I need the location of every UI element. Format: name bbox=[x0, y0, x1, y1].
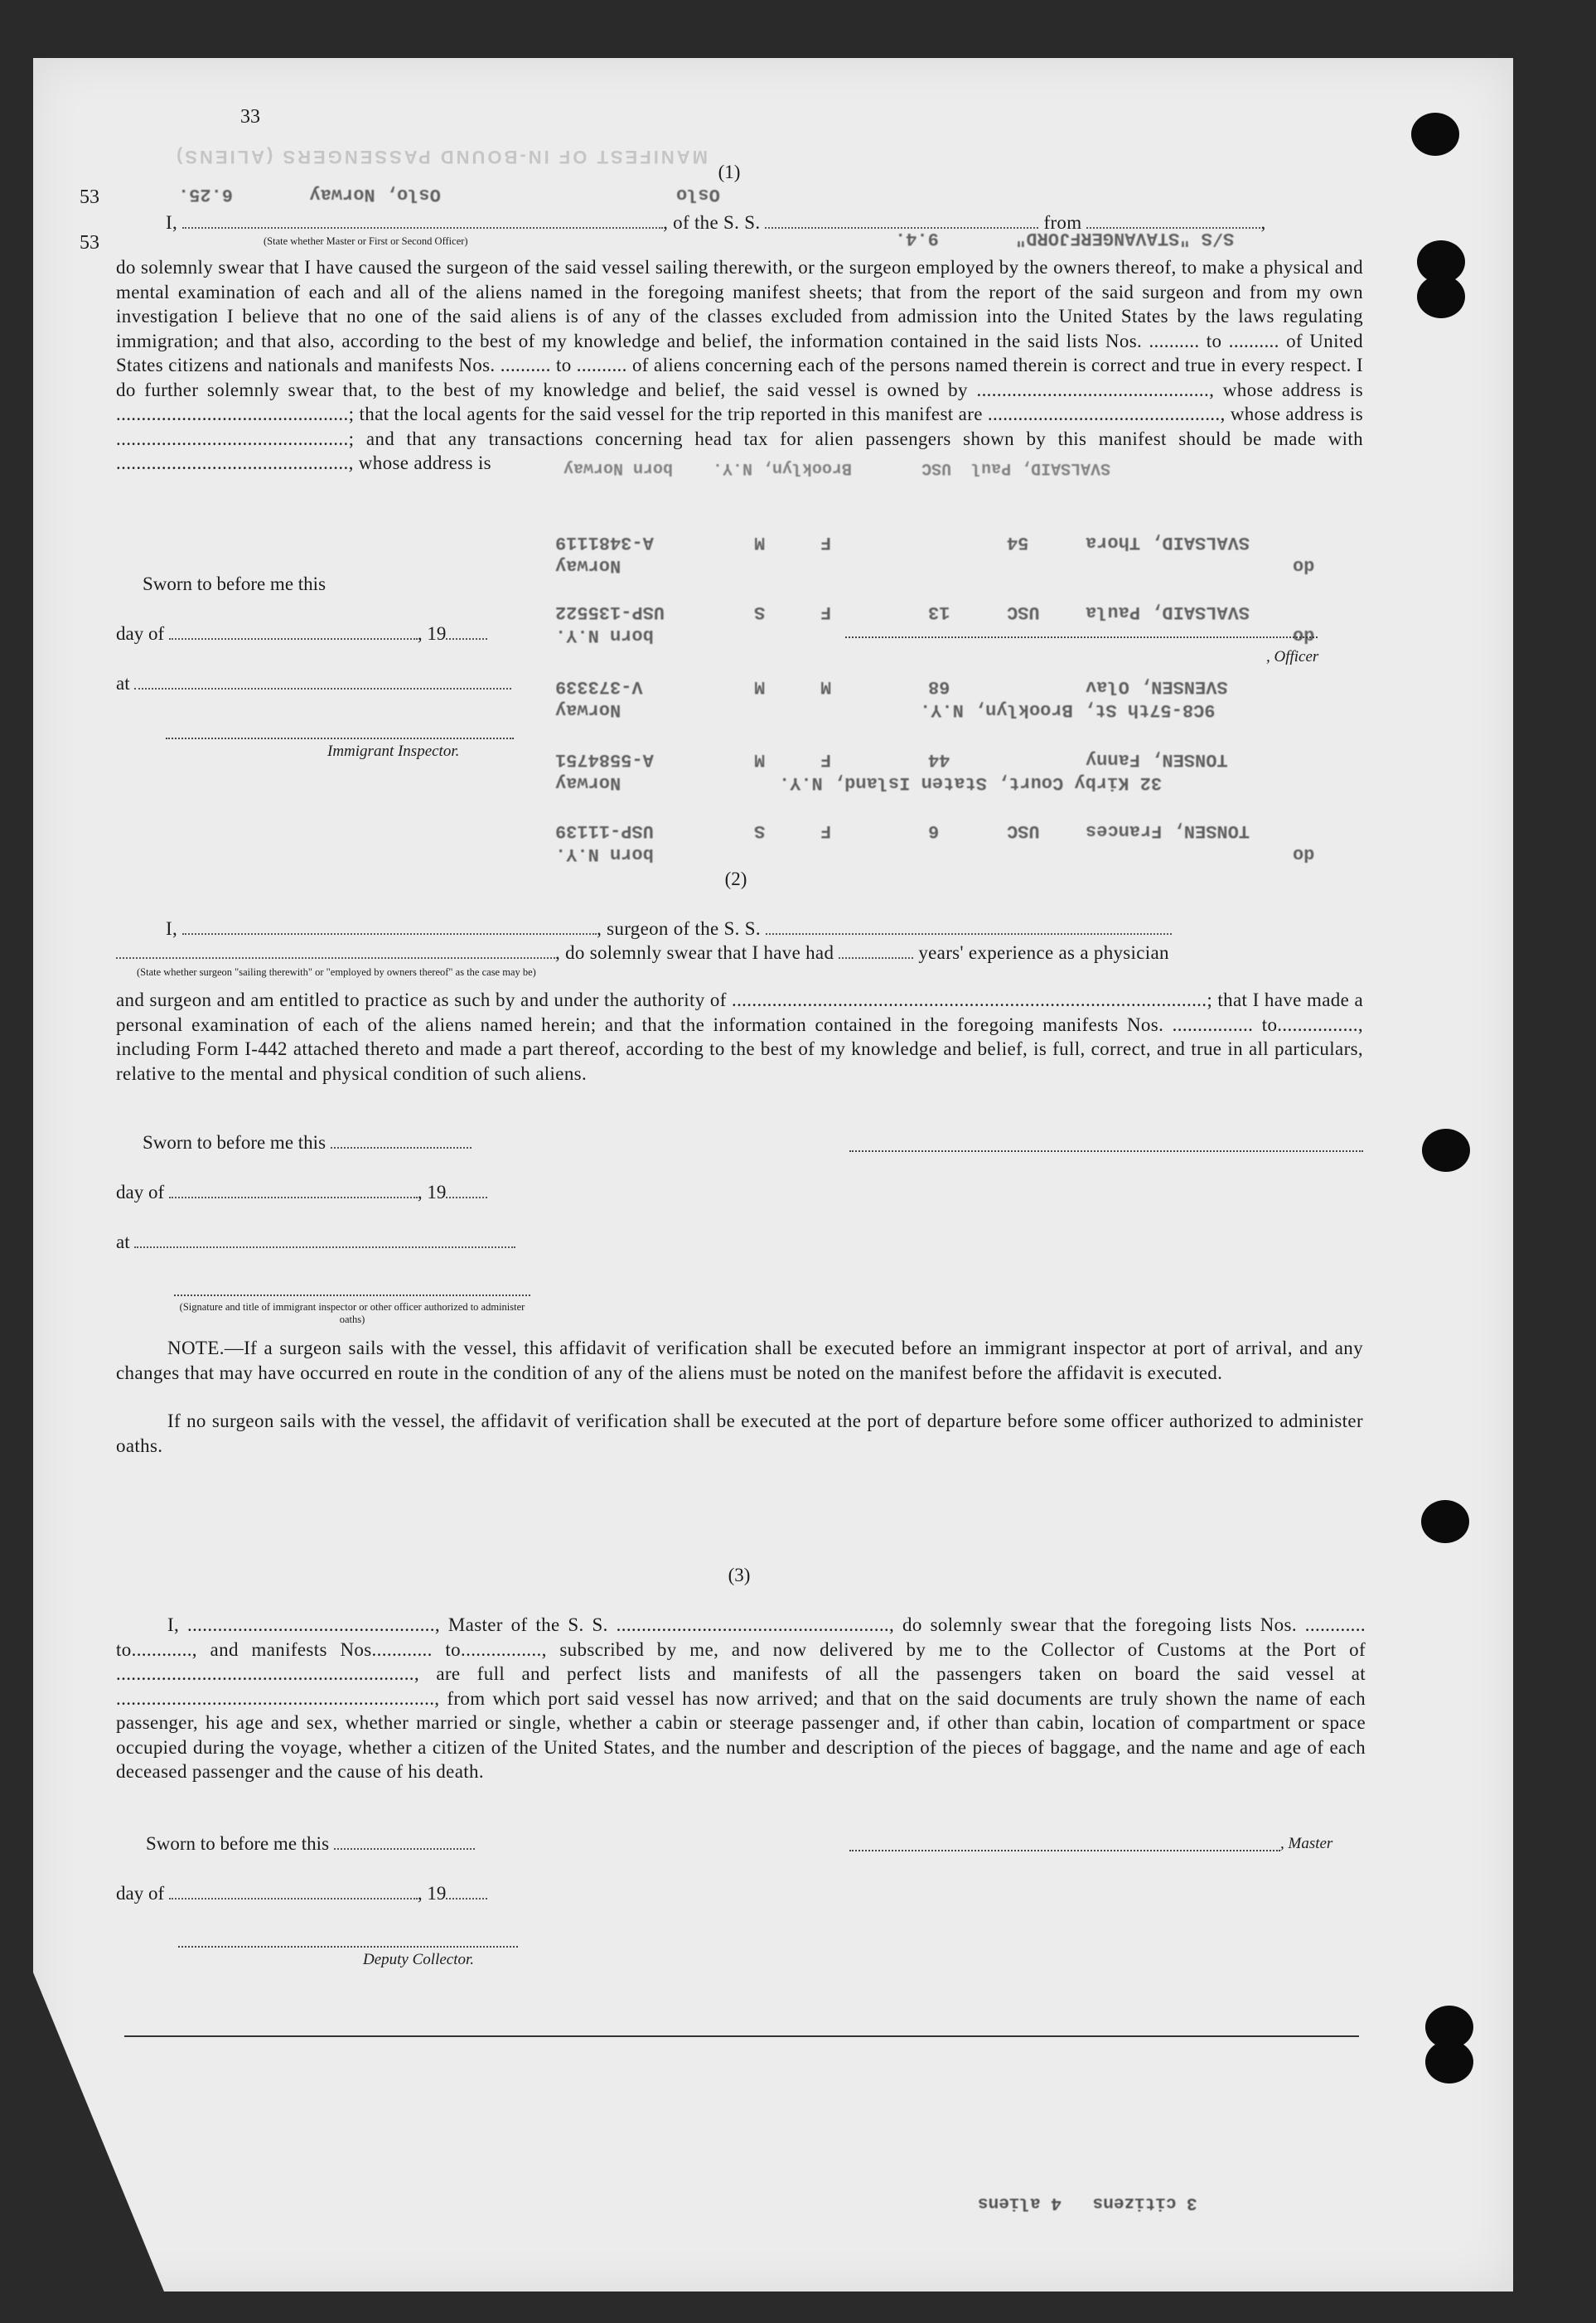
bleed-header-ship: S/S "STAVANGERFJORD" 9.4. bbox=[895, 228, 1235, 249]
section-1-day-row bbox=[116, 623, 487, 645]
bleed-row: do TONSEN, Frances USC 6 F S USP-11139 born N.Y. bbox=[555, 820, 1315, 864]
section-3-collector-line[interactable] bbox=[178, 1946, 518, 1948]
section-3-collector-label: Deputy Collector. bbox=[363, 1951, 475, 1968]
section-1-year-label: , 19 bbox=[417, 623, 447, 644]
section-1-number: (1) bbox=[718, 162, 741, 182]
bleed-row: 9C8-57th St, Brooklyn, N.Y. SVENSEN, Olav 68 M M V-373339 Norway bbox=[555, 676, 1228, 720]
section-1-sworn-label: Sworn to before me this bbox=[143, 573, 326, 594]
section-2-ship-name-field[interactable] bbox=[766, 918, 1172, 935]
section-2-oath-paragraph: and surgeon and am entitled to practice as such by and under the authority of ..............................................................................................; that I have made a personal examination of each of the aliens named herein; and that the information contained in the foregoing manifests Nos. ................ to................, including Form I-442 attached thereto and made a part thereof, according to the best of my knowledge and belief, is full, correct, and true in all particulars, relative to the mental and physical condition of such aliens. bbox=[116, 990, 1363, 1084]
section-1-ship-name-field[interactable] bbox=[765, 212, 1038, 229]
section-2-note-2: If no surgeon sails with the vessel, the affidavit of verification shall be executed at the port of departure before some officer authorized to administer oaths. bbox=[116, 1411, 1363, 1456]
bleed-footer-count: 3 citizens 4 aliens bbox=[978, 2193, 1197, 2212]
section-2-sworn-row bbox=[143, 1132, 472, 1154]
section-3-oath-paragraph: I, ................................................., Master of the S. S. ......................................................, do solemnly swear that the foregoing lists Nos. ............ to............, and manifests Nos............ to................, subscribed by me, and now delivered by me to the Collector of Customs at the Port of ..........................................................., are full and perfect lists and manifests of all the passengers taken on board the said vessel at ..............................................................., from which port said vessel has now arrived; and that on the said documents are truly shown the name of each passenger, his age and sex, whether married or single, whether a cabin or steerage passenger and, if other than cabin, location of compartment or space occupied during the voyage, whether a citizen of the United States, and the number and description of the pieces of baggage, and the name and age of each deceased passenger and the cause of his death. bbox=[116, 1614, 1366, 1782]
section-3-day-label: day of bbox=[116, 1883, 165, 1904]
section-2-day-label: day of bbox=[116, 1182, 165, 1203]
section-1-officer-name-field[interactable] bbox=[182, 212, 663, 229]
section-2-caption: (State whether surgeon "sailing therewith" or "employed by owners thereof" as the case may be) bbox=[137, 966, 536, 978]
section-3-master-label: , Master bbox=[1280, 1835, 1333, 1852]
section-3-sworn-field[interactable] bbox=[334, 1833, 475, 1850]
section-1-inspector-label: Immigrant Inspector. bbox=[327, 743, 460, 760]
section-3-day-field[interactable] bbox=[169, 1883, 418, 1900]
section-1-at-label: at bbox=[116, 673, 130, 694]
section-2-line-1 bbox=[166, 918, 1359, 940]
section-1-line-1: I, , of the S. S. from , bbox=[166, 212, 1266, 233]
bottom-rule bbox=[124, 2035, 1359, 2037]
section-3-day-row bbox=[116, 1883, 487, 1904]
bleed-row: do SVALSAID, Thora 54 F M A-3481119 Norway bbox=[555, 532, 1315, 576]
section-1-officer-label: , Officer bbox=[1266, 648, 1319, 665]
torn-corner bbox=[33, 1972, 166, 2296]
section-1-day-label: day of bbox=[116, 623, 165, 644]
punch-hole-2b bbox=[1417, 275, 1465, 318]
section-2-sworn-field[interactable] bbox=[331, 1132, 472, 1149]
section-2-years-label: years' experience as a physician bbox=[918, 942, 1169, 963]
section-2-surgeon-ss-label: , surgeon of the S. S. bbox=[597, 918, 761, 939]
section-2-swear-label: , do solemnly swear that I have had bbox=[555, 942, 834, 963]
section-2-years-field[interactable] bbox=[839, 942, 913, 959]
bleed-row: 32 Kirby Court, Staten Island, N.Y. TONSEN, Fanny 44 F M A-5584751 Norway bbox=[555, 749, 1228, 793]
section-1-from-label: from bbox=[1043, 212, 1082, 233]
section-3-master-signature-line[interactable] bbox=[849, 1850, 1280, 1851]
section-1-oath-paragraph: do solemnly swear that I have caused the surgeon of the said vessel sailing therewith, or the surgeon employed by the owners thereof, to make a physical and mental examination of each and all of the aliens named in the foregoing manifest sheets; that from the report of the said surgeon and from my own investigation I believe that no one of the said aliens is of any of the classes excluded from admission into the United States by the laws regulating immigration; and that also, according to the best of my knowledge and belief, the information contained in the said lists Nos. .......... to .......... of United States citizens and nationals and manifests Nos. .......... to .......... of aliens concerning each of the persons named therein is correct and true in every respect. I do further solemnly swear that, to the best of my knowledge and belief, the said vessel is owned by .............................................., whose address is ..............................................; that the local agents for the said vessel for the trip reported in this manifest are .............................................., whose address is ..............................................; and that any transactions concerning head tax for alien passengers shown by this manifest should be made with .............................................., whose address is bbox=[116, 257, 1363, 473]
section-1-inspector-line[interactable] bbox=[166, 738, 514, 739]
section-2-sworn-label: Sworn to before me this bbox=[143, 1132, 326, 1153]
bleed-through-header: MANIFEST OF IN-BOUND PASSENGERS (ALIENS) bbox=[174, 147, 708, 167]
section-1-at-row bbox=[116, 673, 511, 694]
section-1-of-ss-label: , of the S. S. bbox=[663, 212, 761, 233]
section-2-number: (2) bbox=[724, 869, 747, 889]
section-2-at-field[interactable] bbox=[134, 1232, 515, 1248]
section-2-line-2 bbox=[116, 942, 1367, 964]
section-1-at-field[interactable] bbox=[134, 673, 511, 690]
margin-number-top: 33 bbox=[240, 106, 260, 128]
section-3-sworn-label: Sworn to before me this bbox=[146, 1833, 330, 1854]
section-3-sworn-row bbox=[146, 1833, 475, 1855]
punch-hole-3 bbox=[1422, 1129, 1470, 1172]
bleed-header-port-2: Oslo bbox=[676, 184, 720, 205]
section-1-year-field[interactable] bbox=[446, 623, 487, 640]
section-1-i-label: I, bbox=[166, 212, 178, 233]
section-3-year-label: , 19 bbox=[417, 1883, 447, 1904]
punch-hole-1 bbox=[1411, 113, 1459, 156]
section-2-i-label: I, bbox=[166, 918, 178, 939]
margin-number-left-a: 53 bbox=[80, 186, 99, 208]
section-2-signature-caption: (Signature and title of immigrant inspector or other officer authorized to administer oaths) bbox=[179, 1301, 525, 1325]
section-2-capacity-field[interactable] bbox=[116, 942, 555, 959]
section-3-number: (3) bbox=[728, 1565, 751, 1585]
section-3-year-field[interactable] bbox=[446, 1883, 487, 1900]
margin-number-left-b: 53 bbox=[80, 232, 99, 254]
bleed-section-1-overlay: SVALSAID, Paul USC Brooklyn, N.Y. born Norway bbox=[563, 458, 1111, 477]
section-2-at-label: at bbox=[116, 1232, 130, 1252]
section-2-day-row bbox=[116, 1182, 487, 1203]
section-2-day-field[interactable] bbox=[169, 1182, 418, 1198]
punch-hole-5b bbox=[1425, 2040, 1473, 2083]
section-1-officer-caption: (State whether Master or First or Second Officer) bbox=[264, 235, 468, 247]
section-2-year-field[interactable] bbox=[446, 1182, 487, 1198]
punch-hole-4 bbox=[1421, 1500, 1469, 1543]
section-2-surgeon-signature-line[interactable] bbox=[849, 1150, 1363, 1152]
bleed-header-port: Oslo, Norway 6.25. bbox=[178, 184, 441, 205]
section-2-note-1: NOTE.—If a surgeon sails with the vessel, this affidavit of verification shall be executed before an immigrant inspector at port of arrival, and any changes that may have occurred en route in the condition of any of the aliens must be noted on the manifest before the affidavit is executed. bbox=[116, 1338, 1363, 1383]
section-2-surgeon-name-field[interactable] bbox=[182, 918, 597, 935]
section-2-at-row bbox=[116, 1232, 515, 1253]
section-1-from-field[interactable] bbox=[1086, 212, 1260, 229]
section-2-inspector-line[interactable] bbox=[174, 1295, 530, 1296]
section-2-year-label: , 19 bbox=[417, 1182, 447, 1203]
bleed-row: do SVALSAID, Paula USC 13 F S USP-135522 born N.Y. bbox=[555, 602, 1315, 646]
section-1-day-field[interactable] bbox=[169, 623, 418, 640]
